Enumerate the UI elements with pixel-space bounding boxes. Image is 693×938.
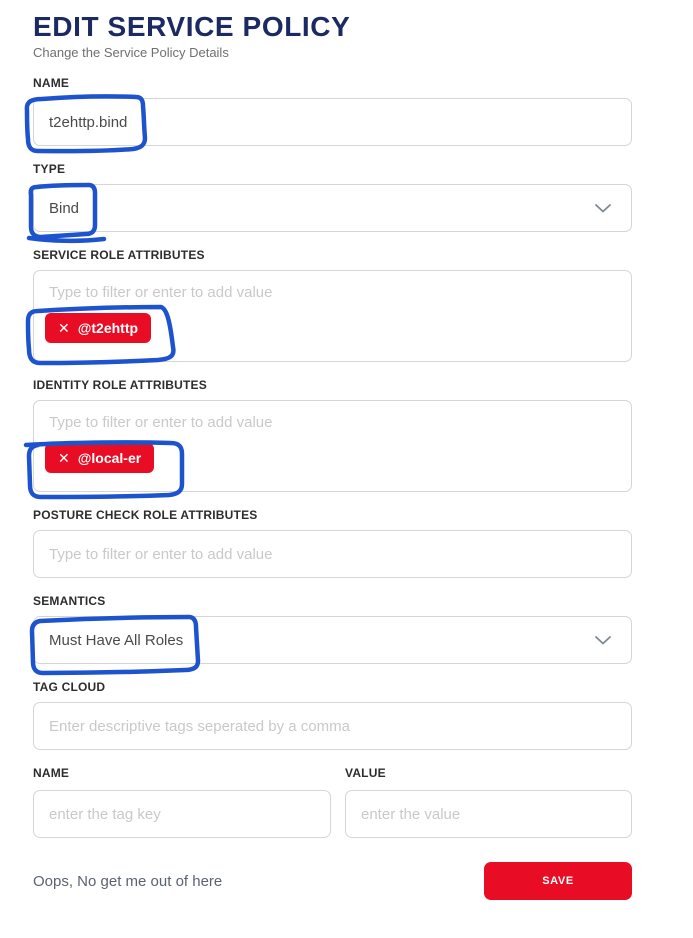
service-role-attributes-box[interactable] [33, 270, 632, 362]
save-button[interactable]: SAVE [484, 862, 632, 900]
name-input[interactable] [33, 98, 632, 146]
page-subtitle: Change the Service Policy Details [33, 45, 229, 61]
custom-tag-row [33, 750, 632, 838]
service-role-tag-label: @t2ehttp [77, 320, 139, 337]
semantics-label: SEMANTICS [33, 594, 106, 609]
remove-tag-icon[interactable]: ✕ [58, 319, 70, 336]
footer [33, 862, 632, 900]
service-role-tag[interactable] [45, 313, 151, 343]
name-label: NAME [33, 76, 70, 91]
service-role-attributes-input[interactable] [44, 280, 616, 304]
edit-service-policy-form [33, 0, 632, 900]
tag-cloud-input[interactable] [33, 702, 632, 750]
identity-role-attributes-input[interactable] [44, 410, 616, 434]
custom-tag-name-input[interactable] [33, 790, 331, 838]
identity-role-attributes-box[interactable] [33, 400, 632, 492]
type-label: TYPE [33, 162, 66, 177]
custom-tag-value-input[interactable] [345, 790, 632, 838]
posture-check-role-attributes-input[interactable] [33, 530, 632, 578]
type-select-value: Bind [49, 199, 80, 217]
cancel-link[interactable]: Oops, No get me out of here [33, 872, 223, 890]
custom-tag-value-label: VALUE [345, 766, 386, 781]
service-role-attributes-label: SERVICE ROLE ATTRIBUTES [33, 248, 205, 263]
service-role-tag-list [44, 313, 616, 343]
type-select[interactable] [33, 184, 632, 232]
identity-role-tag-list [44, 443, 616, 473]
tag-cloud-label: TAG CLOUD [33, 680, 106, 695]
identity-role-tag-label: @local-er [77, 450, 142, 467]
remove-tag-icon[interactable]: ✕ [58, 449, 70, 466]
semantics-select-value: Must Have All Roles [49, 631, 184, 649]
page-title: EDIT SERVICE POLICY [33, 11, 351, 42]
identity-role-tag[interactable] [45, 443, 154, 473]
semantics-select[interactable] [33, 616, 632, 664]
chevron-down-icon [595, 200, 611, 217]
custom-tag-name-label: NAME [33, 766, 70, 781]
identity-role-attributes-label: IDENTITY ROLE ATTRIBUTES [33, 378, 207, 393]
chevron-down-icon [595, 632, 611, 649]
posture-check-role-attributes-label: POSTURE CHECK ROLE ATTRIBUTES [33, 508, 258, 523]
